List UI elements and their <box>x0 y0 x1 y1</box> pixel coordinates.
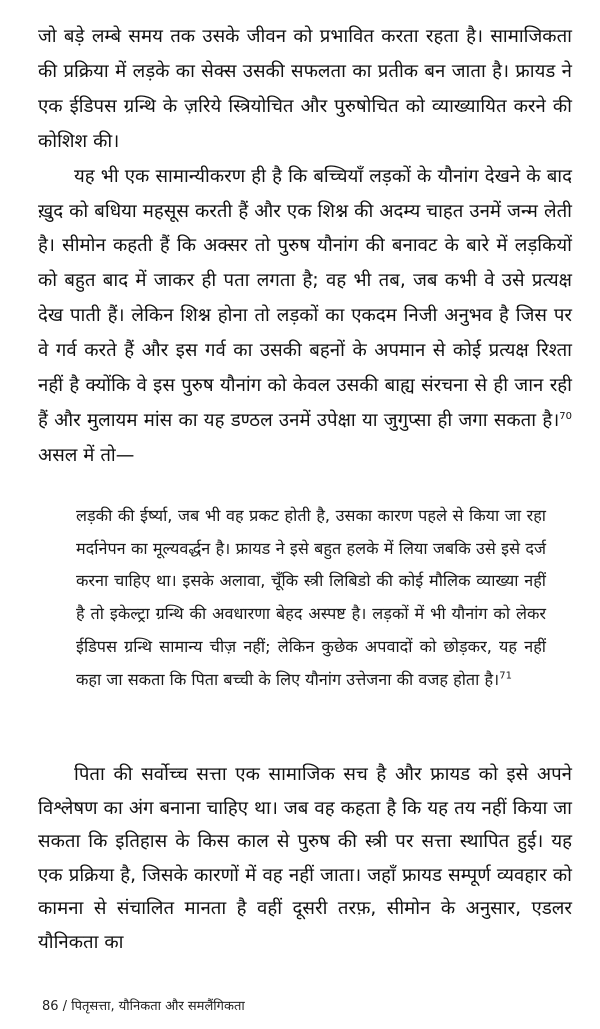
footer-separator: / <box>58 999 72 1014</box>
main-text <box>38 20 572 474</box>
footnote-ref-70[interactable]: 70 <box>559 410 572 422</box>
quote-text: लड़की की ईर्ष्या, जब भी वह प्रकट होती है, उसका कारण पहले से किया जा रहा मर्दानेपन का मूल्यवर्द्धन है। फ्रायड ने इसे बहुत हलके में लिया जबकि उसे इसे दर्ज करना चाहिए था। इसके अलावा, चूँकि स्त्री लिबिडो की कोई मौलिक व्याख्या नहीं है तो इकेल्ट्रा ग्रन्थि की अवधारणा बेहद अस्पष्ट है। लड़कों में भी यौनांग को लेकर ईडिपस ग्रन्थि सामान्य चीज़ नहीं; लेकिन कुछेक अपवादों को छोड़कर, यह नहीं कहा जा सकता कि पिता बच्ची के लिए यौनांग उत्तेजना की वजह होता है। <box>76 506 546 689</box>
paragraph-two-tail: असल में तो— <box>38 444 135 466</box>
footnote-ref-71[interactable]: 71 <box>499 670 512 682</box>
paragraph-two-text: यह भी एक सामान्यीकरण ही है कि बच्चियाँ लड़कों के यौनांग देखने के बाद ख़ुद को बधिया महसूस करती हैं और एक शिश्न की अदम्य चाहत उनमें जन्म लेती है। सीमोन कहती हैं कि अक्सर तो पुरुष यौनांग की बनावट के बारे में लड़कियों को बहुत बाद में जाकर ही पता लगता है; वह भी तब, जब कभी वे उसे प्रत्यक्ष देख पाती हैं। लेकिन शिश्न होना तो लड़कों का एकदम निजी अनुभव है जिस पर वे गर्व करते हैं और इस गर्व का उसकी बहनों के अपमान से कोई प्रत्यक्ष रिश्ता नहीं है क्योंकि वे इस पुरुष यौनांग को केवल उसकी बाह्य संरचना से ही जान रही हैं और मुलायम मांस का यह डण्ठल उनमें उपेक्षा या जुगुप्सा ही जगा सकता है। <box>38 165 572 431</box>
block-quote <box>76 500 546 696</box>
paragraph-three: पिता की सर्वोच्च सत्ता एक सामाजिक सच है और फ्रायड को इसे अपने विश्लेषण का अंग बनाना चाहिए था। जब वह कहता है कि यह तय नहीं किया जा सकता कि इतिहास के किस काल से पुरुष की स्त्री पर सत्ता स्थापित हुई। यह एक प्रक्रिया है, जिसके कारणों में वह नहीं जाता। जहाँ फ्रायड सम्पूर्ण व्यवहार को कामना से संचालित मानता है वहीं दूसरी तरफ़, सीमोन के अनुसार, एडलर यौनिकता का <box>38 764 572 953</box>
page-footer <box>42 996 245 1014</box>
paragraph-two <box>38 160 572 474</box>
book-title: पितृसत्ता, यौनिकता और समलैंगिकता <box>71 999 245 1014</box>
page-number: 86 <box>42 999 59 1014</box>
paragraph-continued: जो बड़े लम्बे समय तक उसके जीवन को प्रभावित करता रहता है। सामाजिकता की प्रक्रिया में लड़के का सेक्स उसकी सफलता का प्रतीक बन जाता है। फ्रायड ने एक ईडिपस ग्रन्थि के ज़रिये स्त्रियोचित और पुरुषोचित को व्याख्यायित करने की कोशिश की। <box>38 26 572 152</box>
quote-paragraph <box>76 500 546 696</box>
main-text-continued <box>38 758 572 959</box>
